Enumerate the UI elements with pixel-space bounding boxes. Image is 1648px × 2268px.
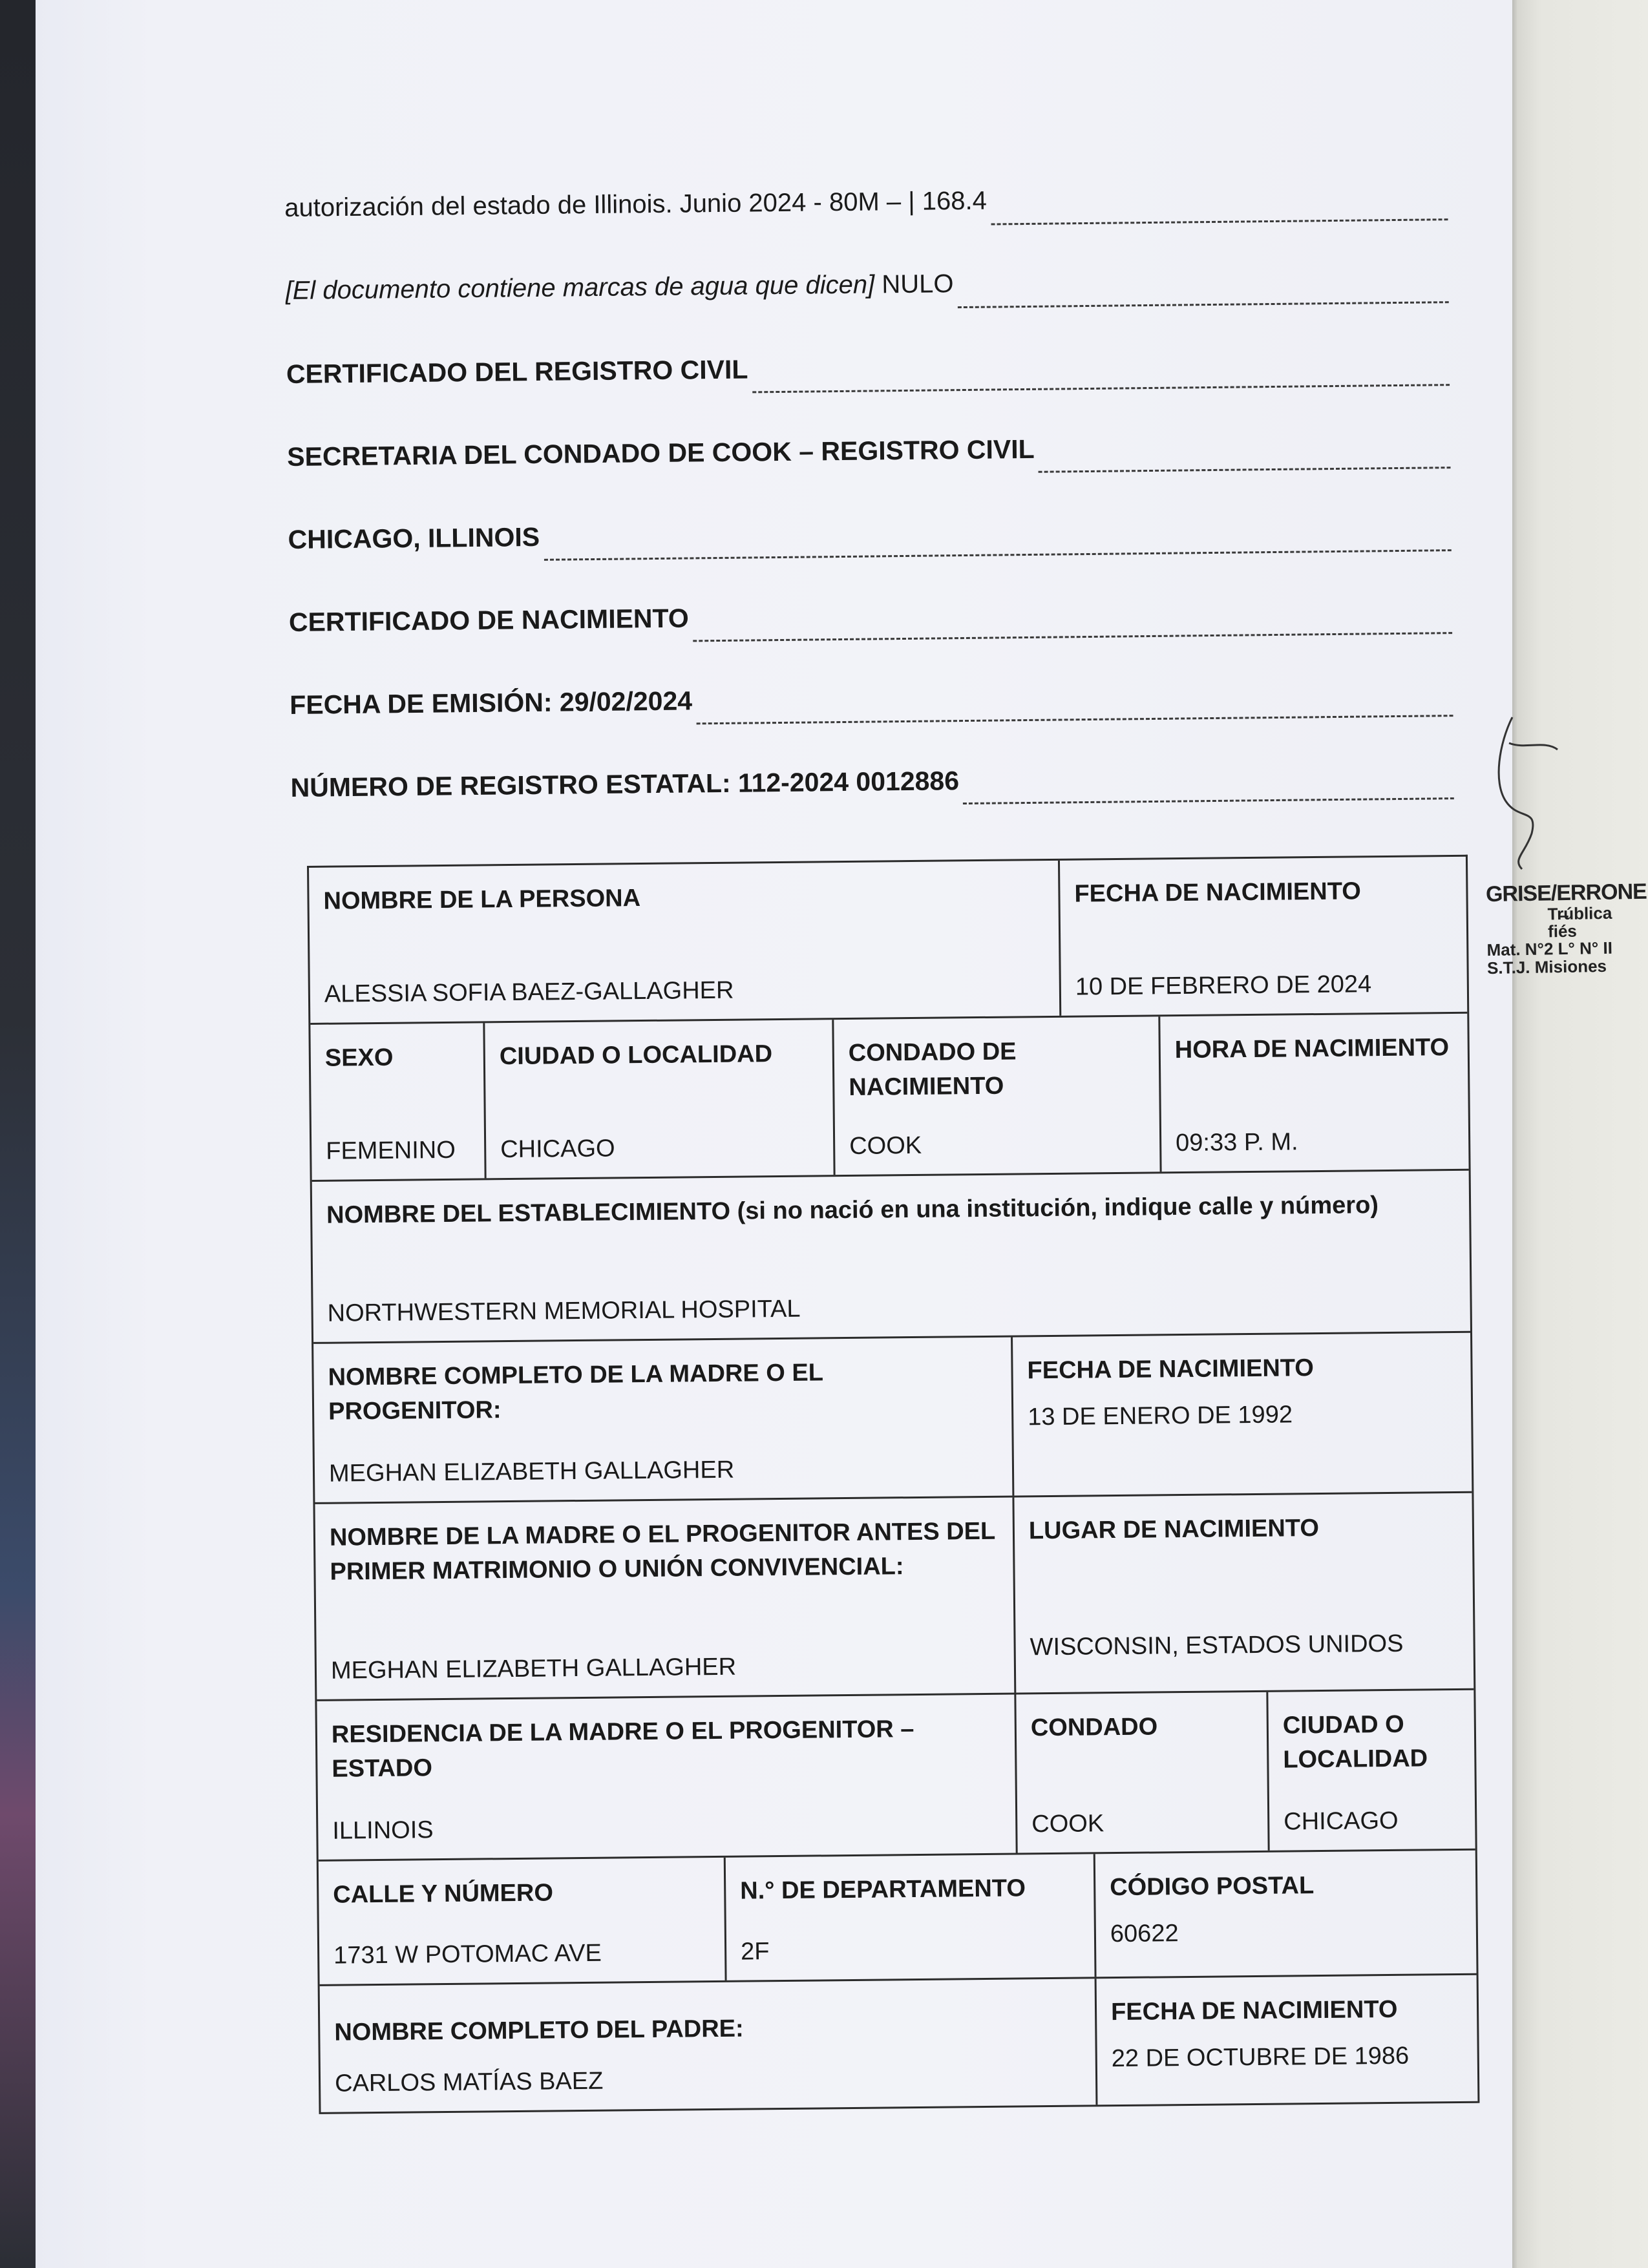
header-line-italic: [El documento contiene marcas de agua que dicen] — [285, 270, 875, 305]
stamp-line: GRISE/ERRONE — [1485, 879, 1647, 907]
field-value: COOK — [1031, 1810, 1104, 1838]
field-value: MEGHAN ELIZABETH GALLAGHER — [328, 1456, 735, 1487]
form-row-address — [319, 1851, 1477, 1986]
cell-father-name — [320, 1979, 1098, 2112]
field-label: HORA DE NACIMIENTO — [1174, 1034, 1450, 1064]
field-value: CARLOS MATÍAS BAEZ — [334, 2067, 604, 2097]
header-line-text: FECHA DE EMISIÓN: 29/02/2024 — [290, 686, 693, 720]
header-line-secretaria — [287, 430, 1451, 525]
form-row-person — [309, 857, 1467, 1025]
field-value: CHICAGO — [1284, 1807, 1399, 1836]
form-row-birth-details — [310, 1014, 1468, 1182]
field-label: SEXO — [324, 1044, 394, 1072]
field-value: 09:33 P. M. — [1175, 1128, 1298, 1157]
adjacent-page — [1506, 0, 1648, 2268]
cell-postal-code — [1095, 1851, 1477, 1977]
stamp-line: Tr̶ública — [1547, 903, 1612, 924]
header-line-registry-number — [290, 761, 1454, 856]
header-line-birth-certificate — [289, 595, 1453, 690]
field-value: 13 DE ENERO DE 1992 — [1028, 1401, 1293, 1431]
field-value: FEMENINO — [326, 1136, 456, 1165]
form-row-father — [320, 1975, 1478, 2114]
field-label: CIUDAD O LOCALIDAD — [499, 1040, 773, 1071]
field-value: 10 DE FEBRERO DE 2024 — [1075, 971, 1372, 1001]
dash-filler — [991, 218, 1448, 225]
header-line-certificate — [286, 347, 1450, 442]
field-label: NOMBRE DE LA MADRE O EL PROGENITOR ANTES DEL PRIMER MATRIMONIO O UNIÓN CONVIVENCIAL: — [329, 1517, 995, 1586]
cell-person-name — [309, 861, 1061, 1023]
header-line-authorization — [284, 182, 1448, 277]
header-line-issue-date — [290, 678, 1453, 773]
field-label: FECHA DE NACIMIENTO — [1074, 877, 1362, 908]
form-row-institution — [312, 1171, 1470, 1344]
field-value: 2F — [740, 1938, 770, 1966]
dash-filler — [693, 632, 1452, 642]
stamp-line: Mat. N°2 L° N° II — [1486, 938, 1613, 960]
dash-filler — [963, 797, 1454, 804]
form-row-mother — [313, 1333, 1472, 1504]
field-value: NORTHWESTERN MEMORIAL HOSPITAL — [327, 1295, 801, 1327]
header-line-text: SECRETARIA DEL CONDADO DE COOK – REGISTRO CIVIL — [287, 434, 1035, 472]
stamp-line: ﬁés — [1547, 921, 1578, 941]
field-label: NOMBRE COMPLETO DE LA MADRE O EL PROGENITOR: — [328, 1359, 823, 1425]
field-label: FECHA DE NACIMIENTO — [1110, 1995, 1398, 2026]
dash-filler — [1039, 467, 1451, 473]
field-value: 22 DE OCTUBRE DE 1986 — [1111, 2042, 1410, 2073]
cell-institution — [312, 1171, 1470, 1342]
field-value: ALESSIA SOFIA BAEZ-GALLAGHER — [324, 976, 734, 1008]
field-label: FECHA DE NACIMIENTO — [1027, 1354, 1315, 1385]
cell-father-birth-date — [1097, 1975, 1478, 2105]
field-label: NOMBRE DEL ESTABLECIMIENTO (si no nació en una institución, indique calle y número) — [326, 1192, 1379, 1229]
cell-mother-maiden-name — [315, 1498, 1016, 1699]
cell-mother-name — [313, 1338, 1014, 1502]
field-value: MEGHAN ELIZABETH GALLAGHER — [330, 1653, 737, 1685]
header-line-text: NÚMERO DE REGISTRO ESTATAL: 112-2024 0012886 — [290, 766, 960, 803]
header-line-text: NULO — [874, 269, 954, 299]
dash-filler — [544, 549, 1451, 561]
field-label: N.° DE DEPARTAMENTO — [740, 1874, 1026, 1905]
field-label: CIUDAD O LOCALIDAD — [1282, 1710, 1428, 1774]
document-page — [36, 0, 1512, 2268]
signature-scribble — [1486, 704, 1564, 872]
dash-filler — [958, 301, 1449, 308]
cell-birth-county — [834, 1016, 1161, 1175]
field-value: 1731 W POTOMAC AVE — [333, 1939, 602, 1969]
field-value: CHICAGO — [500, 1135, 615, 1164]
field-label: CONDADO DE NACIMIENTO — [848, 1038, 1017, 1102]
birth-certificate-form — [307, 855, 1479, 2114]
cell-birth-date — [1060, 857, 1467, 1016]
cell-city — [485, 1020, 835, 1178]
cell-mother-birth-date — [1013, 1333, 1472, 1496]
header-line-text: CHICAGO, ILLINOIS — [288, 521, 540, 554]
cell-mother-birthplace — [1014, 1493, 1474, 1693]
header-line-text: autorización del estado de Illinois. Junio 2024 - 80M – | 168.4 — [284, 186, 988, 222]
field-label: NOMBRE DE LA PERSONA — [323, 885, 641, 915]
field-label: CONDADO — [1030, 1713, 1158, 1742]
dash-filler — [752, 384, 1450, 393]
translator-stamp — [1485, 879, 1647, 978]
cell-residence-county — [1016, 1692, 1269, 1853]
header-lines — [284, 182, 1455, 856]
field-value: COOK — [849, 1131, 922, 1160]
field-label: NOMBRE COMPLETO DEL PADRE: — [334, 2015, 744, 2046]
field-label: LUGAR DE NACIMIENTO — [1028, 1515, 1320, 1545]
cell-residence-state — [317, 1695, 1017, 1860]
cell-residence-city — [1268, 1690, 1475, 1851]
field-label: CÓDIGO POSTAL — [1110, 1872, 1315, 1902]
header-line-text: CERTIFICADO DE NACIMIENTO — [288, 603, 689, 637]
field-value: 60622 — [1110, 1920, 1179, 1948]
cell-apartment — [726, 1854, 1097, 1980]
form-row-residence — [317, 1690, 1475, 1862]
header-line-text: CERTIFICADO DEL REGISTRO CIVIL — [286, 354, 748, 389]
dash-filler — [696, 715, 1453, 724]
field-value: WISCONSIN, ESTADOS UNIDOS — [1030, 1630, 1404, 1661]
cell-street — [319, 1858, 727, 1984]
field-label: RESIDENCIA DE LA MADRE O EL PROGENITOR – ESTADO — [331, 1716, 914, 1783]
cell-birth-time — [1160, 1014, 1468, 1172]
field-label: CALLE Y NÚMERO — [333, 1879, 554, 1909]
header-line-city — [288, 512, 1452, 607]
form-row-mother-maiden — [315, 1493, 1474, 1701]
cell-sex — [310, 1023, 486, 1180]
field-value: ILLINOIS — [332, 1816, 434, 1845]
header-line-watermark — [285, 264, 1449, 359]
stamp-line: S.T.J. Misiones — [1486, 956, 1607, 978]
